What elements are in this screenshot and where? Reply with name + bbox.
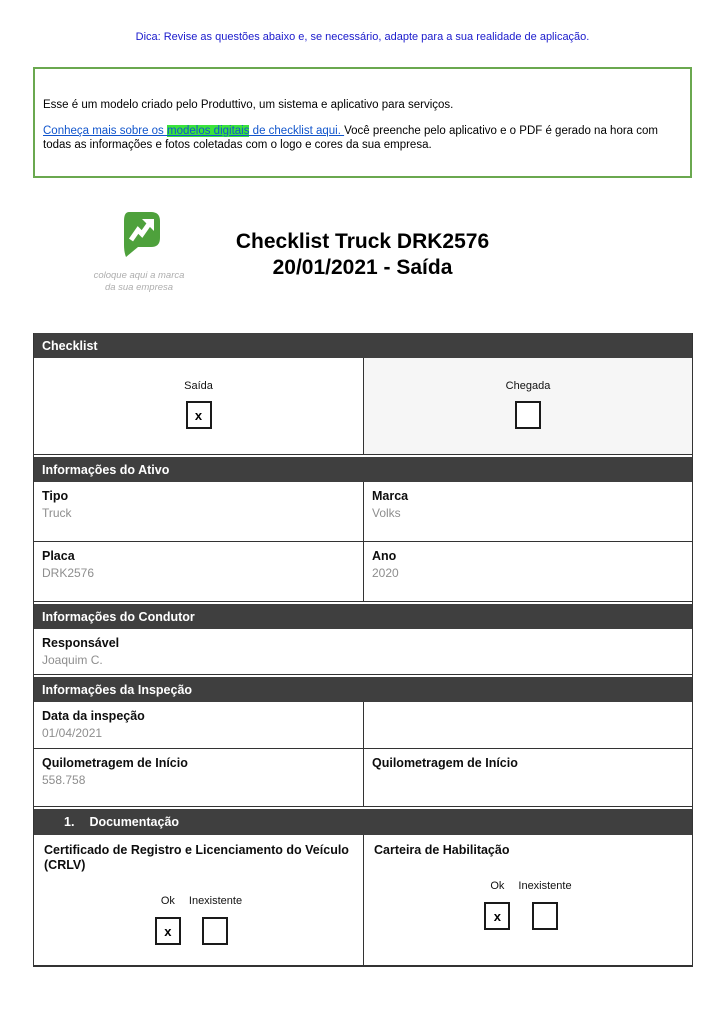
document-title-line2: 20/01/2021 - Saída (272, 256, 453, 279)
tipo-label: Tipo (42, 489, 69, 503)
placa-value: DRK2576 (42, 566, 95, 580)
link-pre-text: Conheça mais sobre os (43, 125, 168, 137)
row-placa-ano (34, 542, 692, 602)
info-box (33, 67, 692, 178)
row-responsavel (34, 629, 692, 675)
km-inicio-label: Quilometragem de Início (42, 756, 188, 770)
chegada-cell (363, 358, 692, 454)
data-inspecao-cell (34, 702, 363, 748)
info-box-line2-rest: Você preenche pelo aplicativo e o PDF é gerado na hora com todas as informações e fotos coletadas com o logo e cores da sua empresa. (43, 125, 658, 151)
responsavel-value: Joaquim C. (42, 653, 103, 667)
km-inicio2-label: Quilometragem de Início (372, 756, 518, 770)
checklist-models-link[interactable] (43, 125, 344, 137)
crlv-inexistente-checkbox[interactable] (202, 917, 228, 945)
chegada-label: Chegada (505, 380, 551, 392)
crlv-inexistente-option (189, 895, 242, 945)
km-inicio2-cell (363, 749, 692, 806)
cnh-ok-checkbox[interactable]: x (484, 902, 510, 930)
documentacao-number: 1. (64, 815, 75, 829)
row-saida-chegada (34, 358, 692, 455)
row-documentos (34, 835, 692, 965)
saida-checkbox[interactable]: x (186, 401, 212, 429)
cnh-options (374, 880, 682, 930)
section-header-condutor (34, 604, 692, 629)
section-header-ativo (34, 457, 692, 482)
link-highlighted-text: modelos digitais (167, 125, 250, 137)
logo-caption-line1: coloque aqui a marca (93, 270, 185, 281)
crlv-ok-label: Ok (160, 895, 175, 907)
data-inspecao-empty-cell (363, 702, 692, 748)
km-inicio-value: 558.758 (42, 773, 86, 787)
data-inspecao-value: 01/04/2021 (42, 726, 103, 740)
link-post-text: de checklist aqui. (249, 125, 345, 137)
cnh-ok-option (484, 880, 510, 930)
document-title (0, 229, 725, 281)
crlv-options (44, 895, 353, 945)
tipo-value: Truck (42, 506, 72, 520)
cnh-inexistente-option (518, 880, 571, 930)
row-tipo-marca (34, 482, 692, 542)
section-header-ativo-label: Informações do Ativo (42, 462, 170, 477)
marca-label: Marca (372, 489, 409, 503)
km-inicio-cell (34, 749, 363, 806)
responsavel-label: Responsável (42, 636, 120, 650)
section-header-condutor-label: Informações do Condutor (42, 609, 195, 624)
crlv-cell (34, 835, 363, 965)
section-header-inspecao-label: Informações da Inspeção (42, 682, 193, 697)
crlv-ok-checkbox[interactable]: x (155, 917, 181, 945)
page-tip-text: Dica: Revise as questões abaixo e, se necessário, adapte para a sua realidade de aplicação. (135, 31, 590, 43)
ano-value: 2020 (372, 566, 399, 580)
info-box-line1-text: Esse é um modelo criado pelo Produttivo, um sistema e aplicativo para serviços. (43, 99, 454, 111)
crlv-inexistente-label: Inexistente (188, 895, 243, 907)
responsavel-cell (34, 629, 692, 674)
chegada-checkbox[interactable] (515, 401, 541, 429)
crlv-label: Certificado de Registro e Licenciamento do Veículo (CRLV) (44, 843, 349, 872)
cnh-inexistente-checkbox[interactable] (532, 902, 558, 930)
section-header-checklist-label: Checklist (42, 338, 98, 353)
ano-cell (363, 542, 692, 601)
placa-label: Placa (42, 549, 75, 563)
section-header-documentacao-label: Documentação (89, 815, 180, 829)
section-header-checklist (34, 333, 692, 358)
info-box-line2 (43, 124, 680, 152)
section-header-documentacao (34, 809, 692, 835)
info-box-line1 (43, 98, 680, 112)
saida-cell (34, 358, 363, 454)
ano-label: Ano (372, 549, 397, 563)
data-inspecao-label: Data da inspeção (42, 709, 145, 723)
crlv-ok-option (155, 895, 181, 945)
marca-value: Volks (372, 506, 401, 520)
logo-caption-line2: da sua empresa (104, 281, 174, 293)
marca-cell (363, 482, 692, 541)
cnh-cell (363, 835, 692, 965)
row-data-inspecao (34, 702, 692, 749)
cnh-inexistente-label: Inexistente (518, 880, 572, 892)
placa-cell (34, 542, 363, 601)
cnh-ok-label: Ok (490, 880, 505, 892)
saida-label: Saída (184, 380, 213, 392)
cnh-label: Carteira de Habilitação (374, 843, 510, 857)
row-quilometragem (34, 749, 692, 807)
tipo-cell (34, 482, 363, 541)
section-header-inspecao (34, 677, 692, 702)
document-title-line1: Checklist Truck DRK2576 (235, 230, 490, 253)
checklist-table (33, 333, 693, 967)
